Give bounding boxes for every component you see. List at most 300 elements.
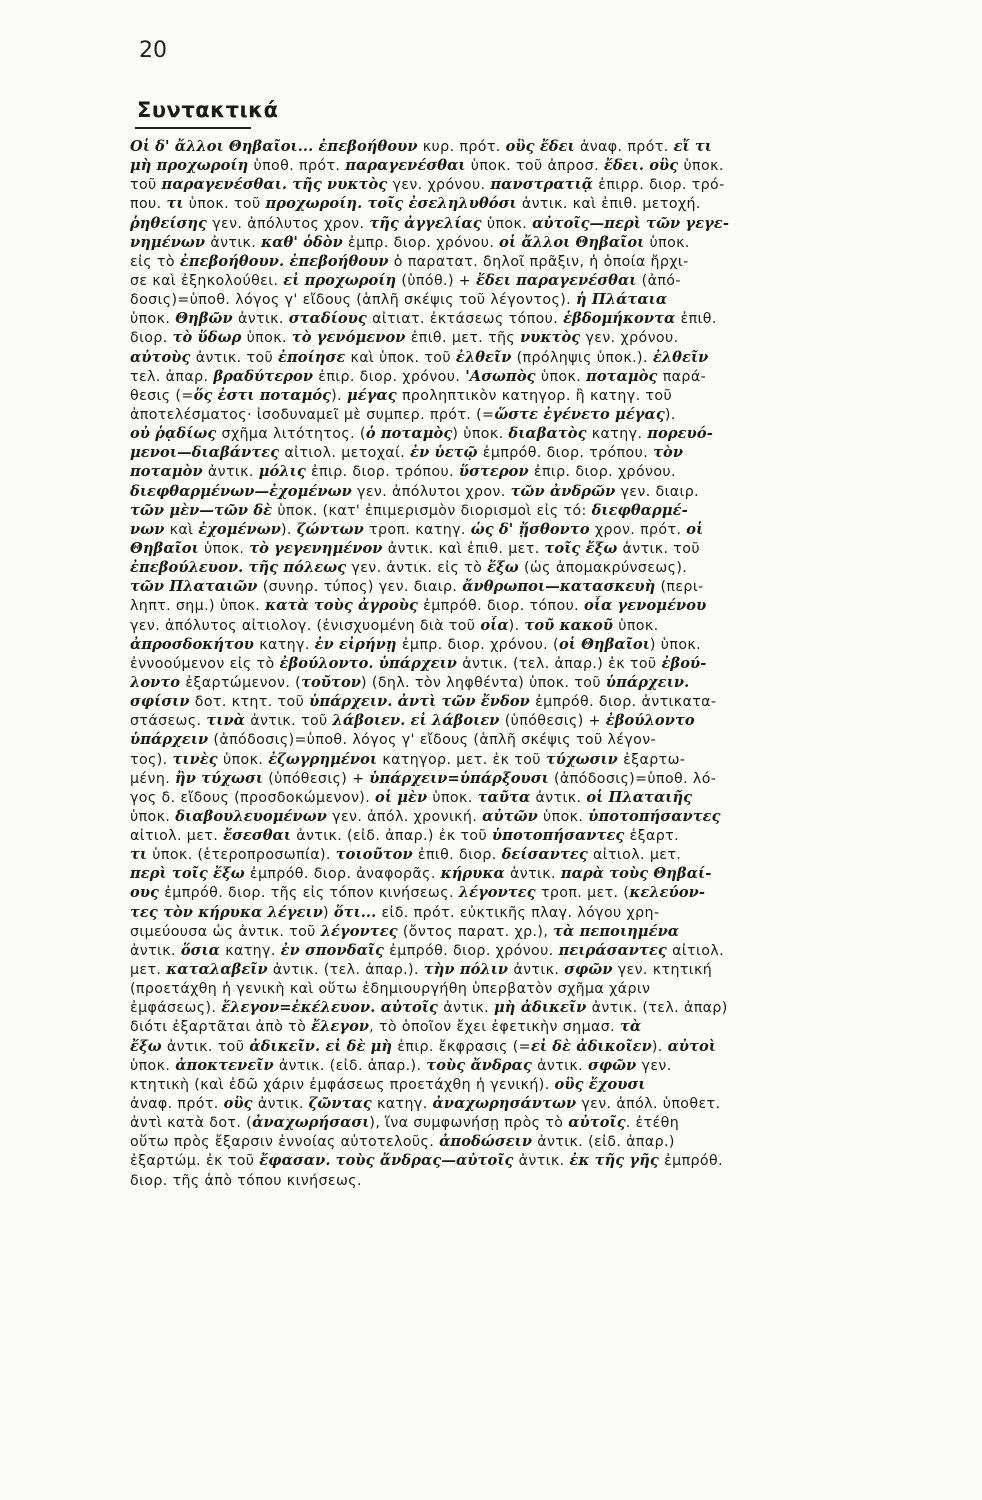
grammar-note: ἐμπρόθ. διορ. τῆς εἰς τόπον κινήσεως. — [164, 885, 459, 902]
greek-term: ὑπάρχειν. ἀντὶ τῶν ἔνδον — [309, 693, 536, 711]
greek-term: αὐτοῖς — [568, 1114, 626, 1132]
greek-term: τῶν Πλαταιῶν — [130, 578, 263, 596]
greek-term: σφίσιν — [130, 693, 195, 711]
grammar-note: ἀντικ. τοῦ — [622, 540, 700, 557]
greek-term: ὑποτοπήσαντες — [492, 827, 630, 845]
grammar-note: ἐξαρτώμ. ἐκ τοῦ — [130, 1153, 260, 1170]
greek-term: πανστρατιᾷ — [490, 176, 599, 194]
greek-term: ποταμὸς — [586, 367, 663, 385]
greek-term: ἐζωγρημένοι — [268, 750, 383, 768]
text-line — [130, 922, 836, 941]
grammar-note: ). — [651, 1038, 668, 1055]
greek-term: ἔλεγον=ἐκέλευον. αὐτοῖς — [221, 999, 444, 1017]
greek-term: τὰ — [619, 1018, 642, 1036]
greek-term: ὕστερον — [458, 463, 534, 481]
grammar-note: μετ. — [130, 962, 167, 979]
greek-term: ἐβούλοντο. ὑπάρχειν — [279, 654, 463, 672]
grammar-note: ἀντικ. (τελ. ἀπαρ.) ἐκ τοῦ — [462, 655, 662, 672]
greek-term: εἰ δὲ ἀδικοῖεν — [530, 1037, 652, 1055]
grammar-note: ὑποκ. (ἑτεροπροσωπία). — [152, 847, 336, 864]
grammar-note: ὑποκ. — [649, 234, 690, 251]
text-line — [130, 941, 836, 960]
grammar-note: καὶ — [169, 521, 199, 538]
grammar-note: ἀντὶ κατὰ δοτ. ( — [130, 1115, 253, 1132]
grammar-note: τροπ. κατηγ. — [369, 521, 471, 538]
grammar-note: ὑποκ. τοῦ ἀπροσ. — [470, 158, 604, 175]
text-line — [130, 1037, 836, 1056]
text-line — [130, 520, 836, 539]
greek-term: μόλις — [258, 463, 311, 481]
grammar-note: ἐπιθ. διορ. — [417, 847, 502, 864]
greek-term: κήρυκα — [440, 865, 511, 883]
greek-term: οἱ ἄλλοι Θηβαῖοι — [499, 233, 650, 251]
grammar-note: (ἀπόδοσις)=ὑποθ. λό- — [553, 770, 717, 787]
text-line — [130, 616, 836, 635]
greek-term: τινὰ — [206, 712, 251, 730]
greek-term: οἷα — [480, 616, 509, 634]
grammar-note: που. — [130, 196, 167, 213]
text-line — [130, 386, 836, 405]
greek-term: κατὰ τοὺς ἀγροὺς — [265, 597, 424, 615]
greek-term: ἐποίησε — [278, 348, 351, 366]
greek-term: αὐτοὺς — [130, 348, 196, 366]
greek-term: ὅτι... — [333, 903, 382, 921]
grammar-note: γεν. — [641, 1057, 672, 1074]
grammar-note: ἀντικ. τοῦ — [250, 713, 333, 730]
grammar-note: , τὸ ὁποῖον ἔχει ἐφετικὴν σημασ. — [369, 1019, 620, 1036]
text-line — [130, 558, 836, 577]
greek-term: ἔδει. οὓς — [603, 157, 684, 175]
grammar-note: χρον. πρότ. — [594, 521, 687, 538]
text-line — [130, 864, 836, 883]
grammar-note: ἀντικ. — [130, 942, 181, 959]
grammar-note: κατηγ. — [591, 426, 648, 443]
grammar-note: (ὑπόθεσις) + — [268, 770, 370, 787]
grammar-note: ) ὑποκ. — [452, 426, 509, 443]
greek-term: τὸν — [653, 444, 684, 462]
greek-term: τοιοῦτον — [335, 846, 418, 864]
grammar-note: ἐπιρρ. διορ. τρό- — [598, 177, 725, 194]
grammar-note: ) ὑποκ. — [649, 636, 702, 653]
text-line — [130, 271, 836, 290]
text-line — [130, 309, 836, 328]
grammar-note: ὑποκ. — [618, 617, 659, 634]
grammar-note: ὑποκ. — [540, 368, 587, 385]
grammar-note: ἐπιρ. διορ. τρόπου. — [310, 464, 459, 481]
greek-term: νημένων — [130, 233, 211, 251]
grammar-note: ἐννοούμενον εἰς τὸ — [130, 655, 280, 672]
grammar-note: ὑποκ. — [432, 789, 478, 806]
greek-term: τῆς ἀγγελίας — [369, 214, 487, 232]
greek-term: τὸ γεγενημένον — [249, 539, 388, 557]
text-line — [130, 348, 836, 367]
greek-term: ὑπάρχειν. — [605, 673, 690, 691]
grammar-note: γος δ. εἴδους (προσδοκώμενον). — [130, 789, 376, 806]
grammar-note: (προετάχθη ἡ γενικὴ καὶ οὕτω ἐδημιουργήθη ὑπερβατὸν σχῆμα χάριν — [130, 981, 651, 998]
text-line — [130, 826, 836, 845]
greek-term: διαβατὸς — [508, 425, 592, 443]
grammar-note: ἀντικ. — [210, 234, 262, 251]
grammar-note: γεν. ἀντικ. εἰς τὸ — [351, 560, 488, 577]
grammar-note: γεν. χρόνου. — [392, 177, 491, 194]
greek-term: παρὰ τοὺς Θηβαί- — [560, 865, 712, 883]
text-line — [130, 367, 836, 386]
grammar-note: γεν. ἀπόλυτος χρον. — [212, 215, 370, 232]
greek-term: σταδίους — [288, 310, 373, 328]
grammar-note: ἐξαρτ. — [629, 828, 679, 845]
grammar-note: κατηγ. — [259, 636, 315, 653]
greek-term: τὰ πεποιημένα — [553, 922, 680, 940]
grammar-note: δοτ. κτητ. τοῦ — [194, 694, 310, 711]
grammar-note: ). — [331, 387, 347, 404]
grammar-note: τελ. ἀπαρ. — [130, 368, 214, 385]
grammar-note: (ὡς ἀπομακρύνσεως). — [523, 560, 688, 577]
text-line — [130, 807, 836, 826]
grammar-note: γεν. χρόνου. — [585, 330, 679, 347]
greek-term: τὸ ὕδωρ — [172, 329, 247, 347]
greek-term: διεφθαρμέ- — [591, 501, 688, 519]
text-line — [130, 1094, 836, 1113]
greek-term: κελεύον- — [629, 884, 706, 902]
greek-term: λάβοιεν. εἰ λάβοιεν — [332, 712, 505, 730]
text-line — [130, 979, 836, 998]
grammar-note: ὑποκ. — [683, 158, 724, 175]
grammar-note: σιμεύουσα ὡς ἀντικ. τοῦ — [130, 923, 321, 940]
text-line — [130, 1017, 836, 1036]
greek-term: τινὲς — [172, 750, 223, 768]
grammar-note: ἀντικ. (εἰδ. ἀπαρ.). — [278, 1057, 427, 1074]
grammar-note: διορ. — [130, 330, 173, 347]
grammar-note: ἐμπρόθ. διορ. τόπου. — [423, 598, 585, 615]
text-line — [130, 673, 836, 692]
grammar-note: θεσις (= — [130, 387, 194, 404]
text-line — [130, 845, 836, 864]
grammar-note: (ὑπόθ.) + — [401, 272, 476, 289]
greek-term: ἄνθρωποι—κατασκευὴ — [462, 578, 661, 596]
greek-term: ἐν σπονδαῖς — [280, 941, 390, 959]
greek-term: περὶ τοῖς ἔξω — [130, 865, 250, 883]
text-line — [130, 156, 836, 175]
section-heading: Συντακτικά — [137, 98, 279, 122]
grammar-note: ) — [322, 904, 334, 921]
greek-term: ἐπεβούλευον. τῆς πόλεως — [130, 559, 352, 577]
text-line — [130, 175, 836, 194]
syntax-commentary-text — [130, 137, 836, 1190]
grammar-note: ἀναφ. πρότ. — [579, 139, 674, 155]
greek-term: ἔδει παραγενέσθαι — [476, 271, 642, 289]
grammar-note: ἐμπρόθ. διορ. τρόπου. — [482, 445, 654, 462]
text-line — [130, 903, 836, 922]
grammar-note: ὑποκ. — [203, 540, 250, 557]
grammar-note: εἰς τὸ — [130, 253, 180, 270]
greek-term: ἀναχωρησάντων — [432, 1095, 582, 1113]
text-line — [130, 730, 836, 749]
text-line — [130, 233, 836, 252]
grammar-note: ὑποκ. — [246, 330, 292, 347]
text-line — [130, 998, 836, 1017]
grammar-note: γεν. κτητική — [617, 962, 713, 979]
grammar-note: ἀντικ. (τελ. ἀπαρ) — [591, 1000, 728, 1017]
grammar-note: παρά- — [662, 368, 707, 385]
text-line — [130, 654, 836, 673]
grammar-note: ὑποκ. — [486, 215, 533, 232]
greek-term: ἢν τύχωσι — [175, 769, 269, 787]
grammar-note: κατηγ. — [225, 942, 281, 959]
grammar-note: ἀντικ. (εἰδ. ἀπαρ.) ἐκ τοῦ — [296, 828, 493, 845]
greek-term: ὑποτοπήσαντες — [588, 807, 721, 825]
text-line — [130, 443, 836, 462]
greek-term: ἐν εἰρήνῃ — [314, 635, 402, 653]
grammar-note: καὶ ὑποκ. τοῦ — [350, 349, 456, 366]
grammar-note: σχῆμα λιτότητος. ( — [221, 426, 366, 443]
text-line — [130, 1151, 836, 1170]
text-line — [130, 137, 836, 156]
grammar-note: ). — [280, 521, 297, 538]
greek-term: ἔλεγον — [311, 1018, 370, 1036]
greek-term: ὑπάρχειν — [130, 731, 214, 749]
grammar-note: ὑποκ. — [543, 808, 589, 825]
text-line — [130, 405, 836, 424]
grammar-note: ἀντικ. — [237, 311, 289, 328]
grammar-note: εἰδ. πρότ. εὐκτικῆς πλαγ. λόγου χρη- — [381, 904, 660, 921]
grammar-note: ἐπιρ. ἔκφρασις (= — [397, 1038, 531, 1055]
greek-term: παραγενέσθαι — [345, 157, 471, 175]
grammar-note: ἀντικ. — [443, 1000, 495, 1017]
grammar-note: ἐξαρτω- — [623, 751, 686, 768]
grammar-note: στάσεως. — [130, 713, 207, 730]
greek-term: καταλαβεῖν — [166, 961, 273, 979]
greek-term: ὡς δ' ᾔσθοντο — [470, 520, 595, 538]
greek-term: ἐχομένων — [198, 520, 281, 538]
greek-term: μέγας — [346, 386, 402, 404]
text-line — [130, 960, 836, 979]
greek-term: οὓς ἔδει — [505, 138, 580, 155]
grammar-note: τος). — [130, 751, 173, 768]
grammar-note: ἐπιθ. — [680, 311, 717, 328]
greek-term: ὁ ποταμὸς — [365, 425, 453, 443]
grammar-note: ἀντικ. — [513, 962, 565, 979]
text-line — [130, 577, 836, 596]
grammar-note: ). — [664, 406, 676, 423]
greek-term: μενοι—διαβάντες — [130, 444, 285, 462]
greek-term: ὅσια — [180, 941, 226, 959]
greek-term: ἔφασαν. τοὺς ἄνδρας—αὐτοῖς — [259, 1152, 519, 1170]
grammar-note: (ἀπό- — [641, 272, 681, 289]
grammar-note: ἐξαρτώμενον. ( — [185, 674, 302, 691]
grammar-note: ἀντικ. τοῦ — [195, 349, 279, 366]
greek-term: ους — [130, 884, 165, 902]
grammar-note: ). — [508, 617, 525, 634]
text-line — [130, 290, 836, 309]
greek-term: τοὺς ἄνδρας — [426, 1056, 538, 1074]
greek-term: ἡ Πλάταια — [575, 291, 668, 309]
grammar-note: κτητικὴ (καὶ ἐδῶ χάριν ἐμφάσεως προετάχθη ἡ γενική). — [130, 1076, 555, 1093]
grammar-note: ὑποκ. — [222, 751, 269, 768]
grammar-note: ἀντικ. — [257, 1096, 309, 1113]
grammar-note: . ἐτέθη — [625, 1115, 680, 1132]
greek-term: νων — [130, 520, 170, 538]
greek-term: ἐβού- — [661, 654, 707, 672]
grammar-note: ), ἵνα συμφωνήσῃ πρὸς τὸ — [369, 1115, 569, 1132]
greek-term: ὑπάρχειν=ὑπάρξουσι — [369, 769, 554, 787]
grammar-note: ἀντικ. — [510, 866, 561, 883]
greek-term: εἰ προχωροίη — [283, 271, 402, 289]
greek-term: Θηβαῖοι — [130, 539, 204, 557]
text-line — [130, 635, 836, 654]
greek-term: μὴ ἀδικεῖν — [494, 999, 592, 1017]
text-line — [130, 692, 836, 711]
grammar-note: κατηγ. — [377, 1096, 433, 1113]
greek-term: ἐν ὑετῷ — [410, 444, 483, 462]
grammar-note: ἀντικ. καὶ ἐπιθ. μετοχή. — [521, 196, 701, 213]
greek-term: ἀδικεῖν. εἰ δὲ μὴ — [249, 1037, 398, 1055]
grammar-note: δοσις)=ὑποθ. λόγος γ' εἴδους (ἁπλῆ σκέψις τοῦ λέγοντος). — [130, 292, 576, 309]
greek-term: τύχωσιν — [545, 750, 624, 768]
grammar-note: (ἀπόδοσις)=ὑποθ. λόγος γ' εἴδους (ἁπλῆ σκέψις τοῦ λέγον- — [213, 732, 657, 749]
greek-term: οὓς — [223, 1095, 258, 1113]
grammar-note: ἀντικ. — [535, 789, 587, 806]
greek-term: τες τὸν κήρυκα λέγειν — [130, 903, 323, 921]
grammar-note: ἐμφάσεως). — [130, 1000, 222, 1017]
grammar-note: αἰτιολ. μετ. — [593, 847, 682, 864]
text-line — [130, 252, 836, 271]
greek-term: ποταμὸν — [130, 463, 208, 481]
text-line — [130, 1056, 836, 1075]
text-line — [130, 501, 836, 520]
grammar-note: αἰτιολ. μετοχαί. — [284, 445, 411, 462]
grammar-note: αἰτιολ. — [672, 942, 724, 959]
text-line — [130, 883, 836, 902]
grammar-note: γεν. ἀπόλ. χρονική. — [332, 808, 483, 825]
greek-term: τῶν μὲν—τῶν δὲ — [130, 501, 278, 519]
greek-term: τῶν ἀνδρῶν — [510, 482, 621, 500]
greek-term: ἀναχωρήσασι — [252, 1114, 370, 1132]
grammar-note: (ὄντος παρατ. χρ.), — [402, 923, 554, 940]
grammar-note: ληπτ. σημ.) ὑποκ. — [130, 598, 266, 615]
grammar-note: αἰτιολ. μετ. — [130, 828, 224, 845]
greek-term: αὐτοῖς—περὶ τῶν γεγε- — [532, 214, 730, 232]
greek-term: ἔξω — [487, 559, 524, 577]
grammar-note: ὑποκ. (κατ' ἐπιμερισμὸν διορισμοὶ εἰς τό: — [277, 502, 592, 519]
grammar-note: γεν. ἀπόλυτοι χρον. — [357, 483, 511, 500]
greek-term: πειράσαντες — [558, 941, 673, 959]
greek-term: διεφθαρμένων—ἐχομένων — [130, 482, 358, 500]
text-line — [130, 424, 836, 443]
grammar-note: (περι- — [660, 579, 704, 596]
greek-term: οὐ ῥᾳδίως — [130, 425, 222, 443]
grammar-note: ἐμπρ. διορ. χρόνου. ( — [401, 636, 559, 653]
greek-term: εἴ τι — [673, 138, 712, 155]
grammar-note: ἀναφ. πρότ. — [130, 1096, 224, 1113]
greek-term: λέγοντες — [458, 884, 541, 902]
greek-term: τοῦ κακοῦ — [524, 616, 619, 634]
greek-term: ἀποκτενεῖν — [175, 1056, 279, 1074]
greek-term: σφῶν — [587, 1056, 642, 1074]
greek-term: οὓς ἔχουσι — [554, 1075, 646, 1093]
text-line — [130, 1113, 836, 1132]
grammar-note: ἐμπρόθ. διορ. ἀντικατα- — [535, 694, 717, 711]
grammar-note: γεν. διαιρ. — [620, 483, 700, 500]
greek-term: ζῶντας — [308, 1095, 378, 1113]
text-line — [130, 482, 836, 501]
greek-term: ζώντων — [296, 520, 370, 538]
greek-term: βραδύτερον — [213, 367, 319, 385]
greek-term: πορευό- — [647, 425, 713, 443]
greek-term: ἐβούλοντο — [605, 712, 695, 730]
text-line — [130, 1075, 836, 1094]
grammar-note: ἀντικ. (εἰδ. ἀπαρ.) — [537, 1134, 675, 1151]
greek-term: 'Ασωπὸς — [465, 367, 541, 385]
grammar-note: ἀντικ. καὶ ἐπιθ. μετ. — [387, 540, 545, 557]
grammar-note: ὑποθ. πρότ. — [253, 158, 346, 175]
grammar-note: ἐμπρόθ. διορ. ἀναφορᾶς. — [249, 866, 441, 883]
grammar-note: ὁ παρατατ. δηλοῖ πρᾶξιν, ἡ ὁποία ἤρχι- — [393, 253, 689, 270]
grammar-note: ) (δηλ. τὸν ληφθέντα) ὑποκ. τοῦ — [361, 674, 606, 691]
greek-term: ἔξω — [130, 1037, 167, 1055]
grammar-note: ὑποκ. — [130, 311, 176, 328]
text-line — [130, 769, 836, 788]
grammar-note: μένη. — [130, 770, 176, 787]
grammar-note: ἀντικ. (τελ. ἀπαρ.). — [272, 962, 424, 979]
grammar-note: ὑποκ. τοῦ — [188, 196, 266, 213]
greek-term: τοῦτον — [301, 673, 362, 691]
greek-term: οἷα γενομένου — [584, 597, 707, 615]
greek-term: διαβουλευομένων — [175, 807, 333, 825]
grammar-note: διορ. τῆς ἀπὸ τόπου κινήσεως. — [130, 1172, 362, 1189]
greek-term: ἐλθεῖν — [455, 348, 517, 366]
text-line — [130, 596, 836, 615]
greek-term: αὐτοὶ — [667, 1037, 717, 1055]
grammar-note: ἐμπρόθ. διορ. χρόνου. — [389, 942, 559, 959]
greek-term: οἱ Πλαταιῆς — [586, 788, 693, 806]
text-line — [130, 788, 836, 807]
grammar-note: ὑποκ. — [130, 808, 176, 825]
greek-term: δείσαντες — [501, 846, 594, 864]
greek-term: ὥστε ἐγένετο μέγας — [494, 405, 665, 423]
grammar-note: ἐπιθ. μετ. τῆς — [410, 330, 521, 347]
grammar-note: (συνηρ. τύπος) γεν. διαιρ. — [262, 579, 463, 596]
greek-term: ἀποδώσειν — [439, 1133, 538, 1151]
greek-term: οἱ Θηβαῖοι — [558, 635, 650, 653]
grammar-note: διότι ἐξαρτᾶται ἀπὸ τὸ — [130, 1019, 312, 1036]
greek-term: ἐπεβοήθουν. ἐπεβοήθουν — [179, 252, 394, 270]
greek-term: τὸ γενόμενον — [291, 329, 411, 347]
greek-term: νυκτὸς — [520, 329, 586, 347]
greek-term: Θηβῶν — [175, 310, 238, 328]
greek-term: τοῖς ἔξω — [544, 539, 623, 557]
greek-term: οἱ — [686, 520, 704, 538]
grammar-note: ἐπιρ. διορ. χρόνου. — [318, 368, 466, 385]
greek-term: τὴν πόλιν — [423, 961, 514, 979]
grammar-note: ἀντικ. τοῦ — [166, 1038, 250, 1055]
greek-term: προχωροίη. τοῖς ἐσεληλυθόσι — [265, 195, 522, 213]
grammar-note: (ὑπόθεσις) + — [504, 713, 606, 730]
grammar-note: προληπτικὸν κατηγορ. ἢ κατηγ. τοῦ — [401, 387, 673, 404]
text-line — [130, 750, 836, 769]
greek-term: μὴ προχωροίη — [130, 157, 254, 175]
text-line — [130, 194, 836, 213]
greek-term: ταῦτα — [477, 788, 536, 806]
grammar-note: ἀντικ. — [518, 1153, 570, 1170]
grammar-note: ἀποτελέσματος· ἰσοδυναμεῖ μὲ συμπερ. πρότ. (= — [130, 406, 495, 423]
greek-term: ἐκ τῆς γῆς — [569, 1152, 665, 1170]
grammar-note: ἐμπρόθ. — [664, 1153, 724, 1170]
text-line — [130, 328, 836, 347]
grammar-note: σε καὶ ἐξηκολούθει. — [130, 272, 284, 289]
greek-term: καθ' ὁδὸν — [261, 233, 348, 251]
grammar-note: ἐπιρ. διορ. χρόνου. — [533, 464, 676, 481]
greek-term: ῥηθείσης — [130, 214, 213, 232]
